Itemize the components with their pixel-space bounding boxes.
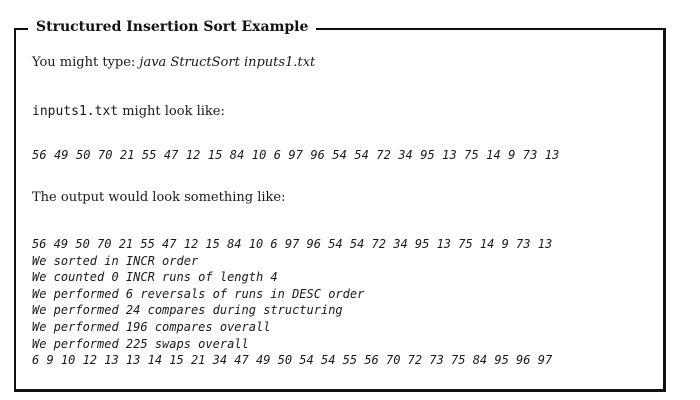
output-block bbox=[32, 236, 552, 369]
output-line: We performed 196 compares overall bbox=[32, 319, 271, 334]
output-line: 6 9 10 12 13 13 14 15 21 34 47 49 50 54 54 55 56 70 72 73 75 84 95 96 97 bbox=[32, 353, 553, 368]
file-description bbox=[32, 104, 225, 120]
type-instruction bbox=[32, 55, 315, 71]
type-prefix: You might type: bbox=[32, 55, 140, 70]
output-line: We performed 24 compares during structuring bbox=[32, 303, 343, 318]
box-title: Structured Insertion Sort Example bbox=[28, 17, 316, 37]
input-numbers: 56 49 50 70 21 55 47 12 15 84 10 6 97 96 54 54 72 34 95 13 75 14 9 73 13 bbox=[32, 148, 560, 162]
output-line: We performed 225 swaps overall bbox=[32, 336, 249, 351]
output-line: We counted 0 INCR runs of length 4 bbox=[32, 270, 278, 285]
type-command: java StructSort inputs1.txt bbox=[139, 55, 316, 70]
file-suffix: might look like: bbox=[118, 104, 225, 119]
file-name: inputs1.txt bbox=[32, 104, 119, 119]
output-line: We performed 6 reversals of runs in DESC order bbox=[32, 286, 365, 301]
output-line: 56 49 50 70 21 55 47 12 15 84 10 6 97 96 54 54 72 34 95 13 75 14 9 73 13 bbox=[32, 237, 553, 251]
output-line: We sorted in INCR order bbox=[32, 253, 199, 268]
output-intro: The output would look something like: bbox=[32, 190, 286, 205]
